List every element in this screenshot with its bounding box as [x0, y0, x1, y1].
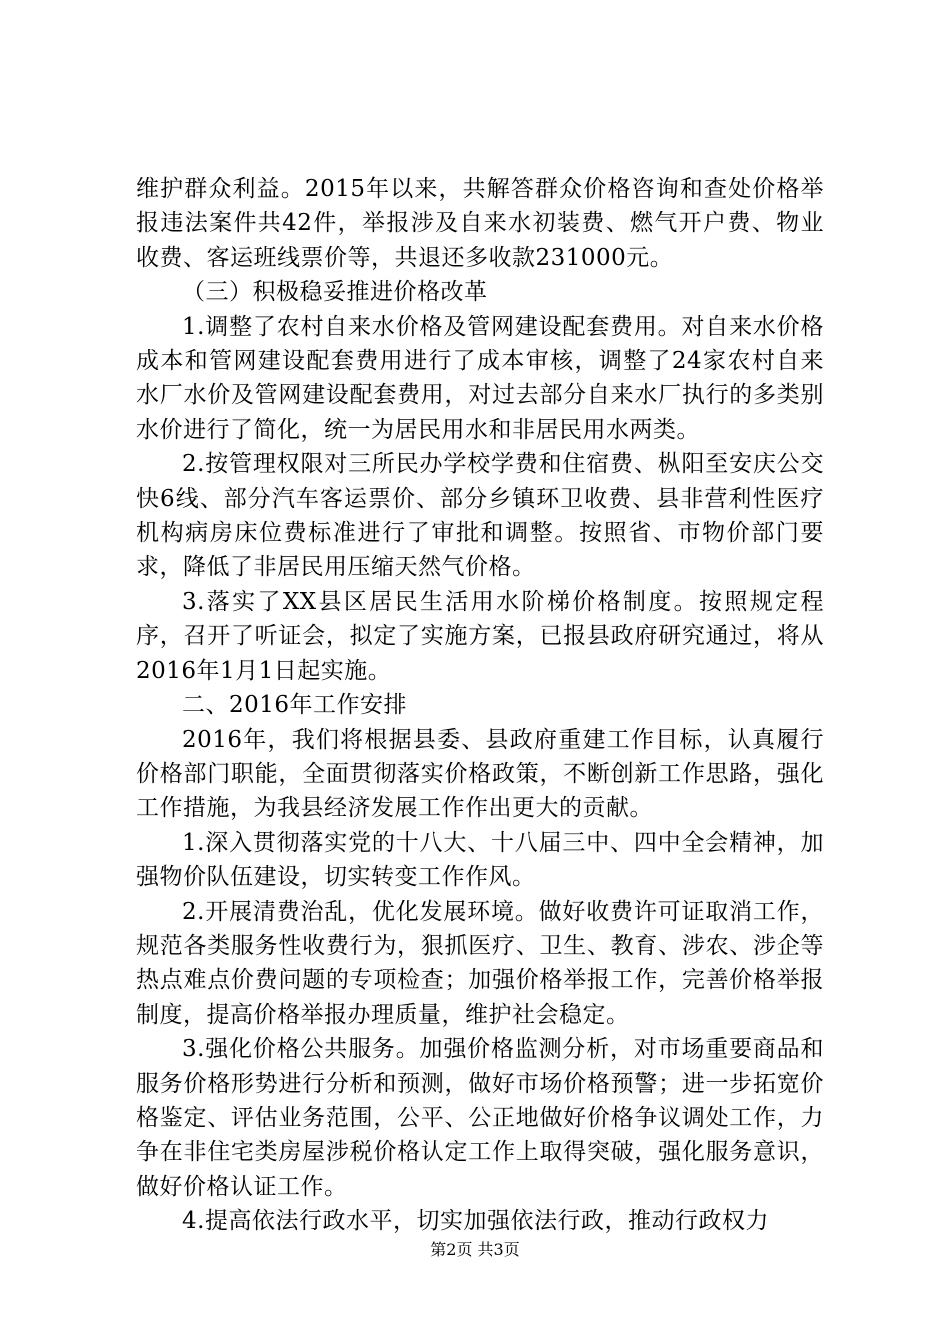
paragraph: 1.深入贯彻落实党的十八大、十八届三中、四中全会精神，加强物价队伍建设，切实转变工作作风。 [136, 829, 824, 891]
paragraph: 2.按管理权限对三所民办学校学费和住宿费、枞阳至安庆公交快6线、部分汽车客运票价、部分乡镇环卫收费、县非营利性医疗机构病房床位费标准进行了审批和调整。按照省、市物价部门要求，降低了非居民用压缩天然气价格。 [136, 451, 824, 581]
document-body [136, 172, 824, 1239]
section-heading: 二、2016年工作安排 [182, 692, 408, 719]
page-number-label: 第2页 共3页 [430, 1240, 520, 1259]
paragraph: 4.提高依法行政水平，切实加强依法行政，推动行政权力 [182, 1208, 769, 1235]
page-footer [0, 1240, 950, 1260]
paragraph: 1.调整了农村自来水价格及管网建设配套费用。对自来水价格成本和管网建设配套费用进行了成本审核，调整了24家农村自来水厂水价及管网建设配套费用，对过去部分自来水厂执行的多类别水价进行了简化，统一为居民用水和非居民用水两类。 [136, 313, 824, 443]
paragraph: 2016年，我们将根据县委、县政府重建工作目标，认真履行价格部门职能，全面贯彻落实价格政策，不断创新工作思路，强化工作措施，为我县经济发展工作作出更大的贡献。 [136, 726, 824, 822]
paragraph: 3.落实了XX县区居民生活用水阶梯价格制度。按照规定程序，召开了听证会，拟定了实施方案，已报县政府研究通过，将从2016年1月1日起实施。 [136, 588, 824, 684]
section-heading: （三）积极稳妥推进价格改革 [182, 279, 488, 306]
paragraph: 2.开展清费治乱，优化发展环境。做好收费许可证取消工作，规范各类服务性收费行为，狠抓医疗、卫生、教育、涉农、涉企等热点难点价费问题的专项检查；加强价格举报工作，完善价格举报制度，提高价格举报办理质量，维护社会稳定。 [136, 898, 824, 1028]
paragraph: 维护群众利益。2015年以来，共解答群众价格咨询和查处价格举报违法案件共42件，举报涉及自来水初装费、燃气开户费、物业收费、客运班线票价等，共退还多收款231000元。 [136, 176, 824, 271]
paragraph: 3.强化价格公共服务。加强价格监测分析，对市场重要商品和服务价格形势进行分析和预测，做好市场价格预警；进一步拓宽价格鉴定、评估业务范围，公平、公正地做好价格争议调处工作，力争在非住宅类房屋涉税价格认定工作上取得突破，强化服务意识，做好价格认证工作。 [136, 1036, 824, 1200]
